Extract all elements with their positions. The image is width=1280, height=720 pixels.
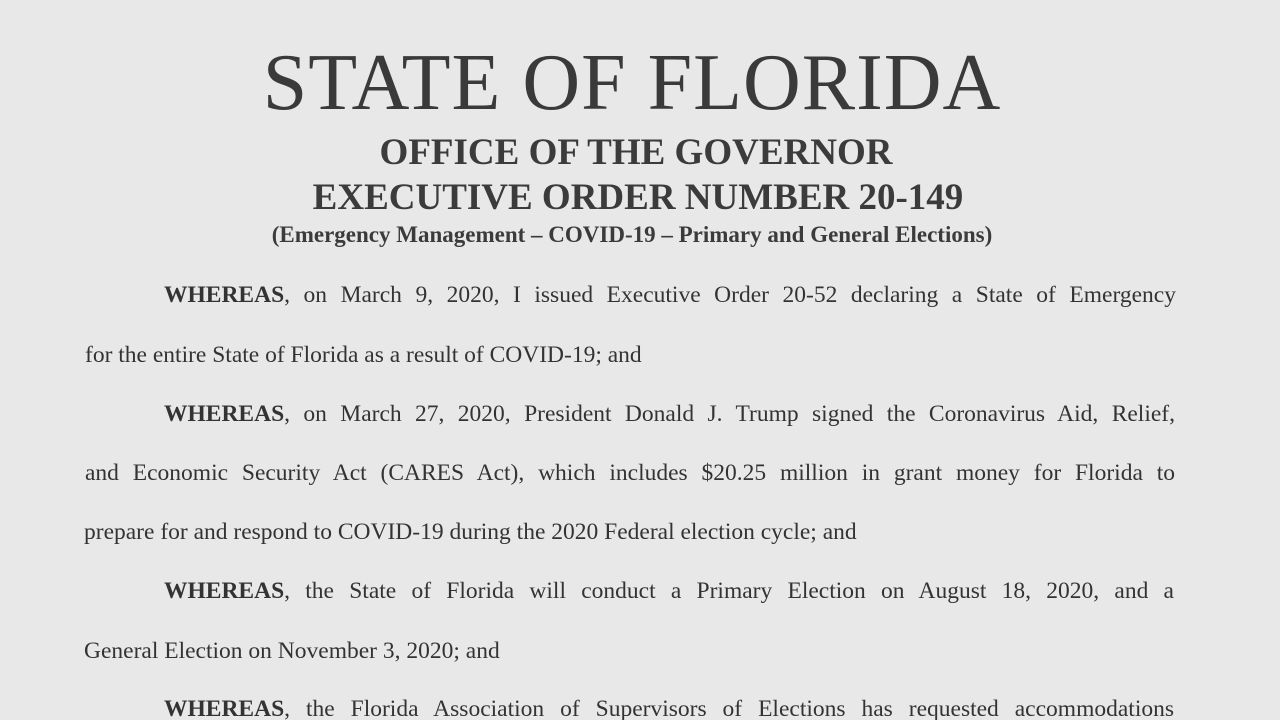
document-title: STATE OF FLORIDA: [262, 39, 1002, 127]
paragraph-2-line-3: prepare for and respond to COVID-19 during the 2020 Federal election cycle; and: [84, 519, 857, 545]
whereas-keyword: WHEREAS: [164, 696, 285, 720]
whereas-keyword: WHEREAS: [164, 401, 285, 427]
paragraph-text: , on March 9, 2020, I issued Executive Order 20-52 declaring a State of Emergency: [284, 282, 1176, 308]
paragraph-1-line-2: for the entire State of Florida as a result of COVID-19; and: [85, 342, 642, 368]
paragraph-text: , the Florida Association of Supervisors of Elections has requested accommodations: [284, 696, 1174, 720]
office-heading: OFFICE OF THE GOVERNOR: [379, 132, 893, 173]
paragraph-1-line-1: [164, 281, 1176, 309]
paragraph-3-line-2: General Election on November 3, 2020; and: [84, 638, 500, 664]
order-subject: (Emergency Management – COVID-19 – Primary and General Elections): [271, 222, 993, 247]
paragraph-text: , the State of Florida will conduct a Primary Election on August 18, 2020, and a: [284, 578, 1174, 604]
paragraph-text: , on March 27, 2020, President Donald J. Trump signed the Coronavirus Aid, Relief,: [284, 401, 1175, 427]
whereas-keyword: WHEREAS: [164, 578, 285, 604]
paragraph-2-line-1: [164, 400, 1175, 428]
paragraph-2-line-2: and Economic Security Act (CARES Act), which includes $20.25 million in grant money for Florida to: [85, 460, 1175, 486]
whereas-keyword: WHEREAS: [164, 282, 285, 308]
paragraph-3-line-1: [164, 577, 1174, 605]
paragraph-4-line-1: [164, 695, 1174, 720]
executive-order-heading: EXECUTIVE ORDER NUMBER 20-149: [312, 177, 964, 218]
